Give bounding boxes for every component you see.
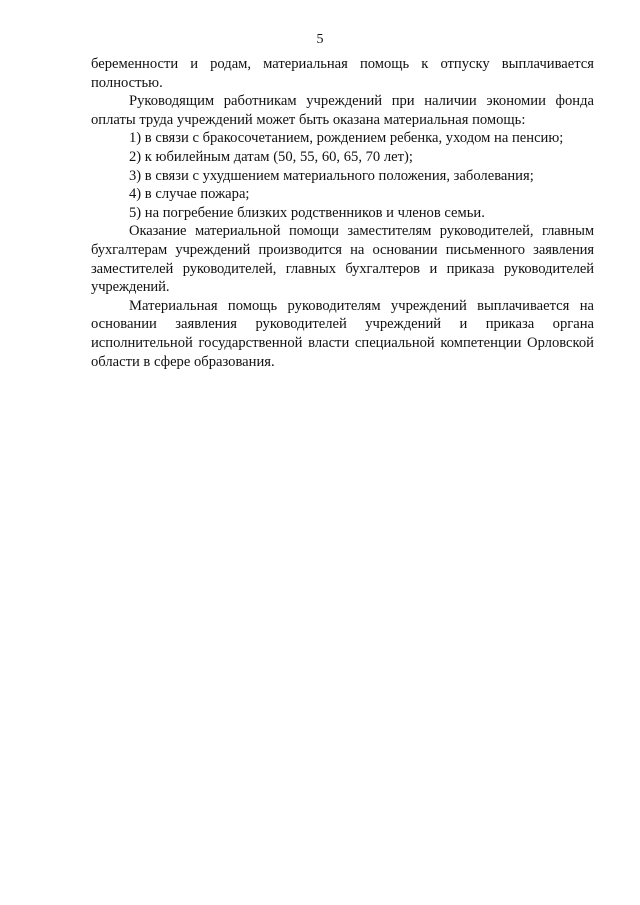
list-item-3: 3) в связи с ухудшением материального положения, заболевания;: [129, 167, 534, 184]
list-item-4: 4) в случае пожара;: [129, 186, 250, 203]
paragraph-deputies-aid: Оказание материальной помощи заместителям руководителей, главным бухгалтерам учреждений производится на основании письменного заявления заместителей руководителей, главных бухгалтеров и приказа руководителей учреждений.: [91, 223, 594, 296]
paragraph-management-aid: Руководящим работникам учреждений при наличии экономии фонда оплаты труда учреждений может быть оказана материальная помощь:: [91, 93, 594, 128]
list-item-1: 1) в связи с бракосочетанием, рождением ребенка, уходом на пенсию;: [129, 130, 564, 147]
page-number: 5: [316, 32, 324, 47]
document-body: [91, 55, 594, 371]
list-item-2: 2) к юбилейным датам (50, 55, 60, 65, 70 лет);: [129, 148, 413, 165]
list-item-5: 5) на погребение близких родственников и членов семьи.: [129, 204, 485, 221]
paragraph-continuation: беременности и родам, материальная помощь к отпуску выплачивается полностью.: [91, 56, 594, 91]
paragraph-heads-aid: Материальная помощь руководителям учреждений выплачивается на основании заявления руководителей учреждений и приказа органа исполнительной государственной власти специальной компетенции Орловской области в сфере образования.: [91, 297, 594, 370]
